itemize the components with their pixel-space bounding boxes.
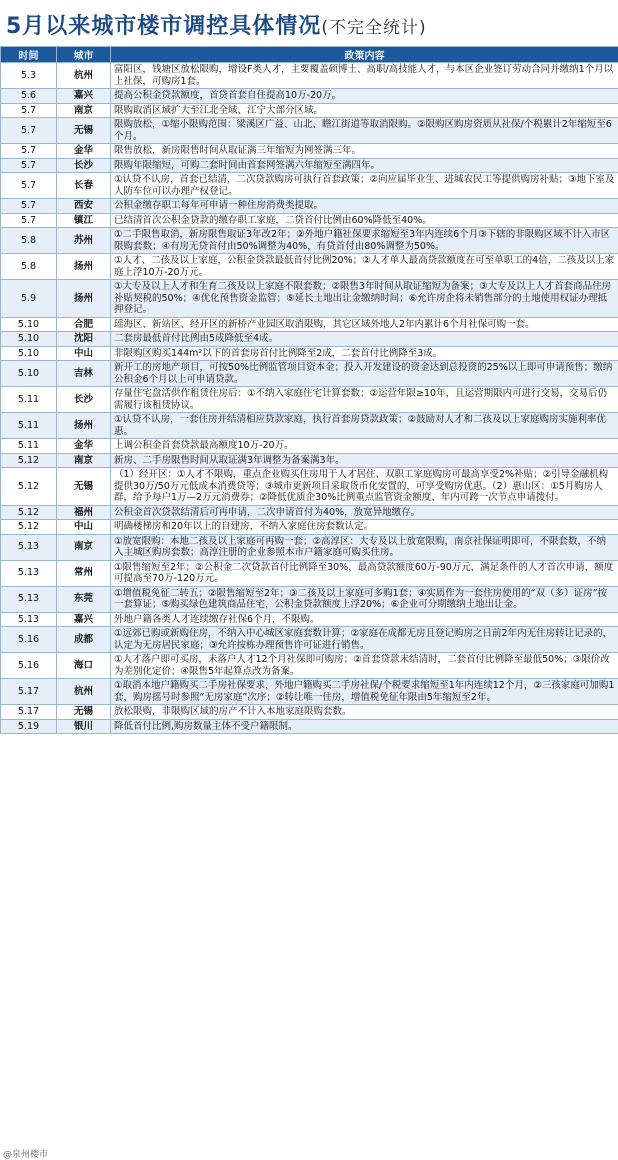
cell-policy: ①取消本地户籍购买二手房社保要求，外地户籍购买二手房社保/个税要求缩短至1年内连续12个月，②三孩家庭可加购1套，购房摇号时参照“无房家庭”次序；②转让唯一住房，增值税免征年限由5年缩短至2年。 xyxy=(111,679,618,705)
cell-date: 5.8 xyxy=(1,228,57,254)
cell-city: 长沙 xyxy=(57,158,111,173)
cell-date: 5.13 xyxy=(1,560,57,586)
table-row xyxy=(1,505,618,520)
table-row xyxy=(1,199,618,214)
cell-city: 无锡 xyxy=(57,468,111,506)
cell-city: 常州 xyxy=(57,560,111,586)
table-row xyxy=(1,586,618,612)
table-row xyxy=(1,705,618,720)
cell-policy: 限购年限缩短，可购二套时间由首套网签满六年缩短至满四年。 xyxy=(111,158,618,173)
cell-policy: ①人才落户即可买房，未落户人才12个月社保即可购房；②首套贷款未结清时，二套首付比例降至最低50%；③限价改为差别化定价；④限售5年起算点改为备案。 xyxy=(111,653,618,679)
header-date: 时间 xyxy=(1,47,57,63)
cell-date: 5.7 xyxy=(1,199,57,214)
cell-city: 西安 xyxy=(57,199,111,214)
cell-policy: 公积金首次贷款结清后可再申请，二次申请首付为40%，放宽异地缴存。 xyxy=(111,505,618,520)
cell-date: 5.16 xyxy=(1,653,57,679)
cell-date: 5.17 xyxy=(1,679,57,705)
table-row xyxy=(1,158,618,173)
table-row xyxy=(1,627,618,653)
cell-city: 沈阳 xyxy=(57,332,111,347)
cell-policy: 存量住宅盘活供作租赁住房后：①不纳入家庭住宅计算套数；②运营年限≥10年，且运营期限内可进行交易，交易后仍需履行该租赁协议。 xyxy=(111,387,618,413)
cell-city: 扬州 xyxy=(57,413,111,439)
cell-date: 5.7 xyxy=(1,173,57,199)
cell-date: 5.9 xyxy=(1,280,57,318)
table-row xyxy=(1,280,618,318)
cell-policy: 上调公积金首套贷款最高额度10万-20万。 xyxy=(111,439,618,454)
cell-city: 镇江 xyxy=(57,213,111,228)
cell-date: 5.17 xyxy=(1,705,57,720)
cell-city: 长沙 xyxy=(57,387,111,413)
cell-policy: 限购放松，①缩小限购范围：梁溪区广益、山北、瞻江街道等取消限购。②限购区购房资质从社保/个税累计2年缩短至6个月。 xyxy=(111,118,618,144)
header-policy: 政策内容 xyxy=(111,47,618,63)
table-row xyxy=(1,317,618,332)
cell-date: 5.11 xyxy=(1,439,57,454)
cell-city: 南京 xyxy=(57,453,111,468)
cell-date: 5.12 xyxy=(1,520,57,535)
cell-policy: 二套房最低首付比例由5成降低至4成。 xyxy=(111,332,618,347)
cell-date: 5.12 xyxy=(1,453,57,468)
table-row xyxy=(1,89,618,104)
cell-date: 5.11 xyxy=(1,387,57,413)
cell-date: 5.7 xyxy=(1,158,57,173)
cell-policy: ①大专及以上人才和生育二孩及以上家庭不限套数；②限售3年时间从取证缩短为备案；③大专及以上人才首套商品住房补贴契税的50%；④优化预售资金监管；⑤延长土地出让金缴纳时间；⑥允许房企将未销售部分的土地使用权证办理抵押登记。 xyxy=(111,280,618,318)
cell-date: 5.6 xyxy=(1,89,57,104)
cell-policy: ①人才、二孩及以上家庭，公积金贷款最低首付比例20%；②人才单人最高贷款额度在可至单职工的4倍，二孩及以上家庭上浮10万-20万元。 xyxy=(111,254,618,280)
cell-city: 成都 xyxy=(57,627,111,653)
cell-date: 5.10 xyxy=(1,317,57,332)
policy-table xyxy=(0,46,618,734)
cell-policy: 明确楼梯房和20年以上的自建房，不纳入家庭住房套数认定。 xyxy=(111,520,618,535)
cell-date: 5.13 xyxy=(1,612,57,627)
cell-policy: 公积金缴存职工每年可申请一种住房消费类提取。 xyxy=(111,199,618,214)
cell-date: 5.12 xyxy=(1,505,57,520)
table-row xyxy=(1,103,618,118)
cell-city: 嘉兴 xyxy=(57,89,111,104)
cell-city: 南京 xyxy=(57,534,111,560)
table-row xyxy=(1,520,618,535)
cell-policy: 已结清首次公积金贷款的缴存职工家庭，二贷首付比例由60%降低至40%。 xyxy=(111,213,618,228)
cell-policy: 瑶海区、新站区、经开区的新桥产业园区取消限购，其它区域外地人2年内累计6个月社保可购一套。 xyxy=(111,317,618,332)
table-row xyxy=(1,560,618,586)
table-row xyxy=(1,332,618,347)
table-row xyxy=(1,468,618,506)
cell-policy: ①放宽限购：本地二孩及以上家庭可再购一套；②高淳区：大专及以上放宽限购，南京社保证明即可，不限套数，不纳入主城区购房套数；高淳注册的企业参照本市户籍家庭可购买住房。 xyxy=(111,534,618,560)
cell-city: 苏州 xyxy=(57,228,111,254)
cell-policy: 外地户籍各类人才连续缴存社保6个月，不限购。 xyxy=(111,612,618,627)
cell-policy: ①二手限售取消，新房限售取证3年改2年；②外地户籍社保要求缩短至3年内连续6个月③下辖的非限购区域不计入市区限购套数；④有房无贷首付由50%调整为40%，有贷首付由80%调整为50%。 xyxy=(111,228,618,254)
cell-policy: ①认贷不认房，首套已结清，二次贷款购房可执行首套政策；②向应届毕业生、进城农民工等提供购房补贴；③地下室及人防车位可以办理产权登记。 xyxy=(111,173,618,199)
table-row xyxy=(1,346,618,361)
table-row xyxy=(1,118,618,144)
cell-date: 5.10 xyxy=(1,361,57,387)
cell-city: 杭州 xyxy=(57,63,111,89)
cell-date: 5.19 xyxy=(1,719,57,734)
cell-policy: ①限售缩短至2年；②公积金二次贷款首付比例降至30%，最高贷款额度60万-90万元，满足条件的人才首次申请，额度可提高至70万-120万元。 xyxy=(111,560,618,586)
cell-policy: 非限购区购买144m²以下的首套房首付比例降至2成，二套首付比例降至3成。 xyxy=(111,346,618,361)
cell-city: 南京 xyxy=(57,103,111,118)
header-city: 城市 xyxy=(57,47,111,63)
page-title xyxy=(6,9,427,40)
table-row xyxy=(1,679,618,705)
cell-date: 5.7 xyxy=(1,118,57,144)
cell-policy: ①远郊已购或新购住房，不纳入中心城区家庭套数计算；②家庭在成都无房且登记购房之日前2年内无住房转让记录的，认定为无房居民家庭；③允许按栋办理预售许可证进行销售。 xyxy=(111,627,618,653)
cell-city: 东莞 xyxy=(57,586,111,612)
table-row xyxy=(1,453,618,468)
cell-policy: 限售放松，新房限售时间从取证满三年缩短为网签满三年。 xyxy=(111,144,618,159)
cell-city: 嘉兴 xyxy=(57,612,111,627)
cell-policy: 放松限购，非限购区域的房产不计入本地家庭限购套数。 xyxy=(111,705,618,720)
cell-city: 金华 xyxy=(57,144,111,159)
table-row xyxy=(1,213,618,228)
cell-city: 吉林 xyxy=(57,361,111,387)
cell-date: 5.10 xyxy=(1,332,57,347)
watermark: @泉州楼市 xyxy=(0,1147,51,1160)
table-row xyxy=(1,173,618,199)
cell-date: 5.13 xyxy=(1,586,57,612)
cell-policy: 新房、二手房限售时间从取证满3年调整为备案满3年。 xyxy=(111,453,618,468)
cell-date: 5.10 xyxy=(1,346,57,361)
cell-policy: ①认贷不认房，一套住房并结清相应贷款家庭，执行首套房贷款政策；②鼓励对人才和二孩及以上家庭购房实施利率优惠。 xyxy=(111,413,618,439)
cell-policy: （1）经开区：①人才不限购，重点企业购买住房用于人才居住、双职工家庭购房可最高享受2%补贴；②引导金融机构提供30万/50万元低成本消费贷等；③城市更新项目采取货币化安置的，可享受购房优惠。（2）惠山区：①5月购房人群，给予每户1万—2万元消费券；②降低优质企30%比例重点监管资金额度、年内可跨一次节点申请拨付。 xyxy=(111,468,618,506)
cell-date: 5.3 xyxy=(1,63,57,89)
table-row xyxy=(1,534,618,560)
title-sub-text: (不完全统计) xyxy=(321,18,427,38)
cell-city: 扬州 xyxy=(57,280,111,318)
cell-city: 中山 xyxy=(57,520,111,535)
table-header-row xyxy=(1,47,618,63)
cell-city: 扬州 xyxy=(57,254,111,280)
title-main-text: 5月以来城市楼市调控具体情况 xyxy=(6,14,322,39)
table-row xyxy=(1,144,618,159)
table-row xyxy=(1,63,618,89)
cell-date: 5.16 xyxy=(1,627,57,653)
header xyxy=(0,0,618,46)
cell-city: 金华 xyxy=(57,439,111,454)
cell-date: 5.12 xyxy=(1,468,57,506)
cell-policy: 提高公积金贷款额度，首贷首套自住提高10万-20万。 xyxy=(111,89,618,104)
table-row xyxy=(1,612,618,627)
table-body xyxy=(1,63,618,734)
cell-city: 银川 xyxy=(57,719,111,734)
cell-date: 5.7 xyxy=(1,103,57,118)
cell-city: 长春 xyxy=(57,173,111,199)
table-row xyxy=(1,228,618,254)
cell-policy: 限购取消区域扩大至江北全域、江宁大部分区域。 xyxy=(111,103,618,118)
cell-date: 5.8 xyxy=(1,254,57,280)
table-row xyxy=(1,254,618,280)
table-row xyxy=(1,361,618,387)
cell-city: 中山 xyxy=(57,346,111,361)
cell-policy: 新开工的房地产项目，可按50%比例监管项目资本金；投入开发建设的资金达到总投资的25%以上即可申请预售；缴纳公积金6个月以上可申请贷款。 xyxy=(111,361,618,387)
table-row xyxy=(1,387,618,413)
cell-policy: ①增值税免征二转五；②限售缩短至2年；③二孩及以上家庭可多购1套；④实质作为一套住房使用的“双（多）证房”按一套算证；⑤购买绿色建筑商品住宅，公积金贷款额度上浮20%；⑥企业可分期缴纳土地出让金。 xyxy=(111,586,618,612)
table-row xyxy=(1,719,618,734)
cell-city: 合肥 xyxy=(57,317,111,332)
cell-date: 5.13 xyxy=(1,534,57,560)
cell-city: 无锡 xyxy=(57,705,111,720)
cell-city: 福州 xyxy=(57,505,111,520)
cell-city: 无锡 xyxy=(57,118,111,144)
cell-city: 海口 xyxy=(57,653,111,679)
cell-date: 5.7 xyxy=(1,213,57,228)
table-row xyxy=(1,439,618,454)
cell-city: 杭州 xyxy=(57,679,111,705)
cell-policy: 富阳区，钱塘区放松限购，增设F类人才，主要覆盖硕博士、高职/高技能人才，与本区企业签订劳动合同并缴纳1个月以上社保，可购房1套。 xyxy=(111,63,618,89)
table-row xyxy=(1,653,618,679)
cell-policy: 降低首付比例,购房数量主体不受户籍限制。 xyxy=(111,719,618,734)
table-row xyxy=(1,413,618,439)
cell-date: 5.11 xyxy=(1,413,57,439)
cell-date: 5.7 xyxy=(1,144,57,159)
